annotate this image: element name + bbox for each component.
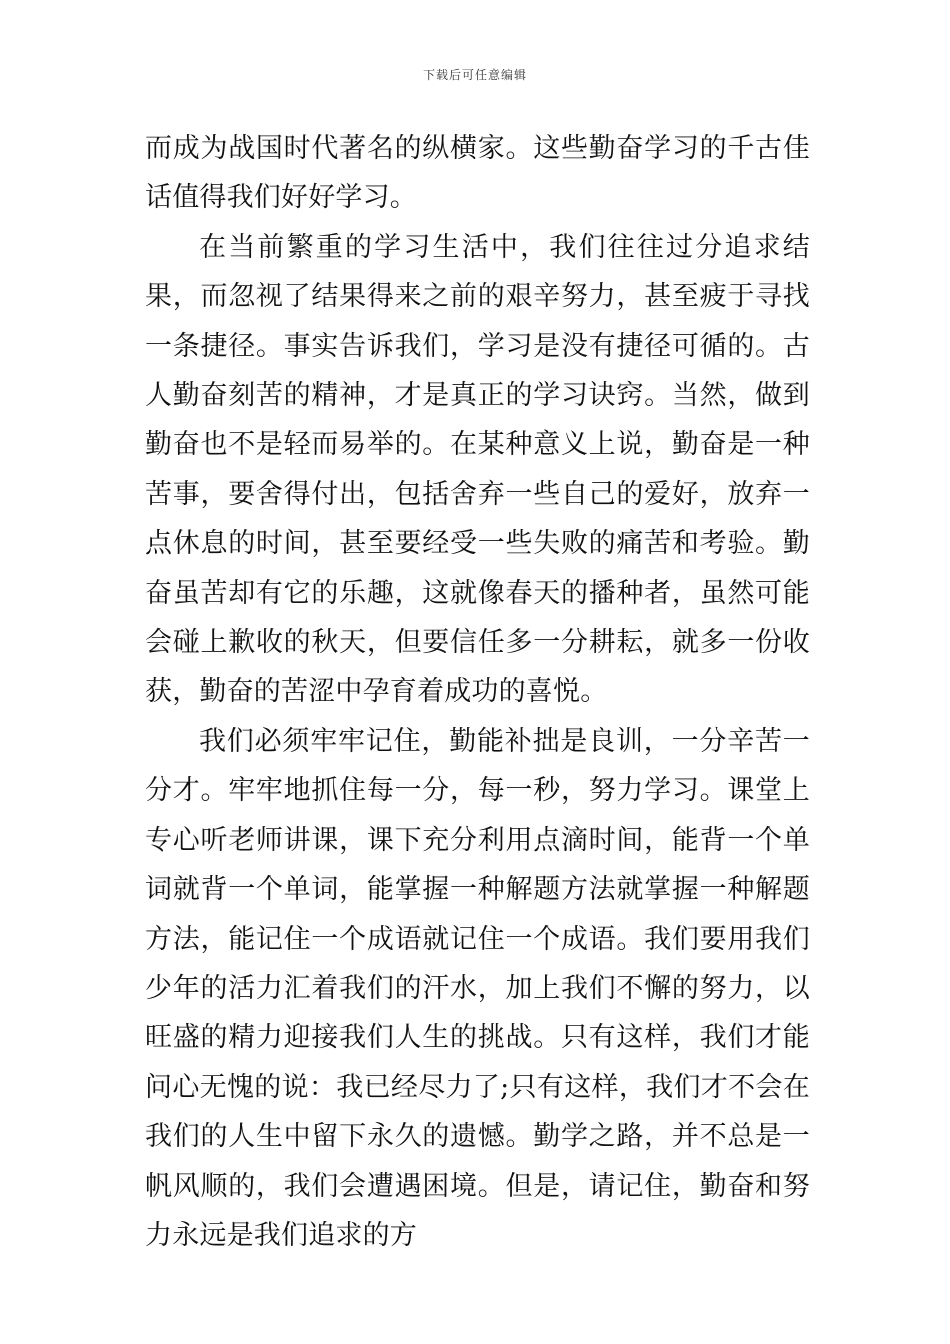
paragraph-3: 我们必须牢牢记住，勤能补拙是良训，一分辛苦一分才。牢牢地抓住每一分，每一秒，努力学习。课堂上专心听老师讲课，课下充分利用点滴时间，能背一个单词就背一个单词，能掌握一种解题方法就掌握一种解题方法，能记住一个成语就记住一个成语。我们要用我们少年的活力汇着我们的汗水，加上我们不懈的努力，以旺盛的精力迎接我们人生的挑战。只有这样，我们才能问心无愧的说：我已经尽力了;只有这样，我们才不会在我们的人生中留下永久的遗憾。勤学之路，并不总是一帆风顺的，我们会遭遇困境。但是，请记住，勤奋和努力永远是我们追求的方: [145, 725, 810, 1251]
body-text: [145, 124, 810, 1260]
paragraph-1: 而成为战国时代著名的纵横家。这些勤奋学习的千古佳话值得我们好好学习。: [145, 133, 810, 214]
paragraph-2: 在当前繁重的学习生活中，我们往往过分追求结果，而忽视了结果得来之前的艰辛努力，甚至疲于寻找一条捷径。事实告诉我们，学习是没有捷径可循的。古人勤奋刻苦的精神，才是真正的学习诀窍。当然，做到勤奋也不是轻而易举的。在某种意义上说，勤奋是一种苦事，要舍得付出，包括舍弃一些自己的爱好，放弃一点休息的时间，甚至要经受一些失败的痛苦和考验。勤奋虽苦却有它的乐趣，这就像春天的播种者，虽然可能会碰上歉收的秋天，但要信任多一分耕耘，就多一份收获，勤奋的苦涩中孕育着成功的喜悦。: [145, 231, 810, 708]
header-note: 下载后可任意编辑: [422, 68, 527, 82]
